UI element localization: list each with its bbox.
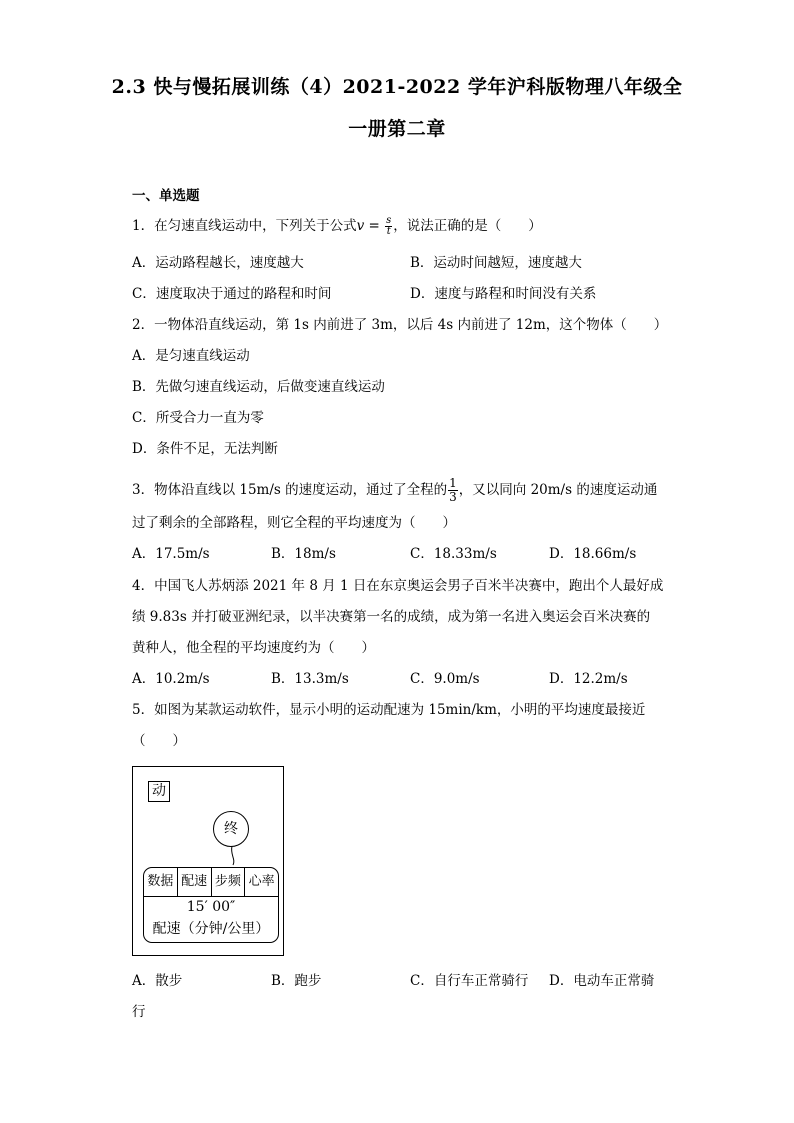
question-3-stem bbox=[132, 477, 657, 504]
q2-option-c: C．所受合力一直为零 bbox=[132, 410, 264, 426]
q3-option-d: D．18.66m/s bbox=[549, 546, 637, 562]
q5-option-d-overflow: 行 bbox=[132, 1004, 146, 1020]
q1-formula-v: v bbox=[356, 218, 365, 234]
question-5-line1: 5．如图为某款运动软件，显示小明的运动配速为 15min/km，小明的平均速度最接近 bbox=[132, 702, 646, 718]
question-3-stem-line2: 过了剩余的全部路程，则它全程的平均速度为（ ） bbox=[132, 515, 456, 531]
question-4-line2: 绩 9.83s 并打破亚洲纪录，以半决赛第一名的成绩，成为第一名进入奥运会百米决赛的 bbox=[132, 609, 651, 625]
app-icon: 动 bbox=[148, 781, 170, 802]
q1-option-a: A．运动路程越长，速度越大 bbox=[132, 255, 304, 271]
q4-option-c: C．9.0m/s bbox=[410, 671, 480, 687]
q1-formula-den: t bbox=[386, 226, 391, 237]
pace-value: 15′ 00″ bbox=[186, 899, 236, 915]
q1-option-b: B．运动时间越短，速度越大 bbox=[410, 255, 582, 271]
pace-label: 配速（分钟/公里） bbox=[152, 921, 270, 937]
q2-option-a: A．是匀速直线运动 bbox=[132, 348, 250, 364]
tab-cadence: 步频 bbox=[212, 868, 246, 896]
page-title-line1: 2.3 快与慢拓展训练（4）2021-2022 学年沪科版物理八年级全 bbox=[111, 76, 683, 98]
question-4-line3: 黄种人，他全程的平均速度约为（ ） bbox=[132, 640, 375, 656]
data-panel bbox=[143, 867, 279, 943]
q1-formula-eq: = bbox=[364, 218, 385, 234]
q3-stem-before: 3．物体沿直线以 15m/s 的速度运动，通过了全程的 bbox=[132, 482, 448, 498]
finish-button-circle: 终 bbox=[213, 811, 249, 847]
q5-option-a: A．散步 bbox=[132, 973, 183, 989]
q4-option-a: A．10.2m/s bbox=[132, 671, 210, 687]
question-5-line2: （ ） bbox=[132, 733, 186, 749]
q4-option-b: B．13.3m/s bbox=[271, 671, 349, 687]
q3-fraction bbox=[448, 477, 458, 504]
q3-frac-den: 3 bbox=[449, 490, 457, 504]
panel-tabs bbox=[144, 868, 278, 897]
q1-option-d: D．速度与路程和时间没有关系 bbox=[410, 286, 597, 302]
q3-option-b: B．18m/s bbox=[271, 546, 336, 562]
tab-data: 数据 bbox=[144, 868, 178, 896]
q1-formula-num: s bbox=[386, 215, 392, 226]
q1-formula-fraction bbox=[385, 216, 392, 237]
q1-stem-before: 1．在匀速直线运动中，下列关于公式 bbox=[132, 218, 357, 234]
q1-option-c: C．速度取决于通过的路程和时间 bbox=[132, 286, 332, 302]
q3-stem-after: ，又以同向 20m/s 的速度运动通 bbox=[458, 482, 658, 498]
q5-option-d: D．电动车正常骑 bbox=[549, 973, 655, 989]
question-2-stem: 2．一物体沿直线运动，第 1s 内前进了 3m，以后 4s 内前进了 12m，这个物体（ ） bbox=[132, 317, 668, 333]
question-1-stem bbox=[132, 216, 542, 237]
q5-option-b: B．跑步 bbox=[271, 973, 322, 989]
question-4-line1: 4．中国飞人苏炳添 2021 年 8 月 1 日在东京奥运会男子百米半决赛中，跑出个人最好成 bbox=[132, 578, 664, 594]
q3-option-c: C．18.33m/s bbox=[410, 546, 497, 562]
q2-option-b: B．先做匀速直线运动，后做变速直线运动 bbox=[132, 379, 385, 395]
q4-option-d: D．12.2m/s bbox=[549, 671, 628, 687]
tab-heart-rate: 心率 bbox=[248, 874, 275, 889]
q3-frac-num: 1 bbox=[449, 476, 457, 490]
q3-option-a: A．17.5m/s bbox=[132, 546, 210, 562]
sports-app-figure bbox=[132, 766, 284, 956]
section-heading: 一、单选题 bbox=[132, 188, 200, 204]
q1-stem-after: ，说法正确的是（ ） bbox=[393, 218, 542, 234]
q2-option-d: D．条件不足，无法判断 bbox=[132, 441, 278, 457]
page-title-line2: 一册第二章 bbox=[348, 118, 446, 140]
tab-pace: 配速 bbox=[178, 868, 212, 896]
q5-option-c: C．自行车正常骑行 bbox=[410, 973, 529, 989]
